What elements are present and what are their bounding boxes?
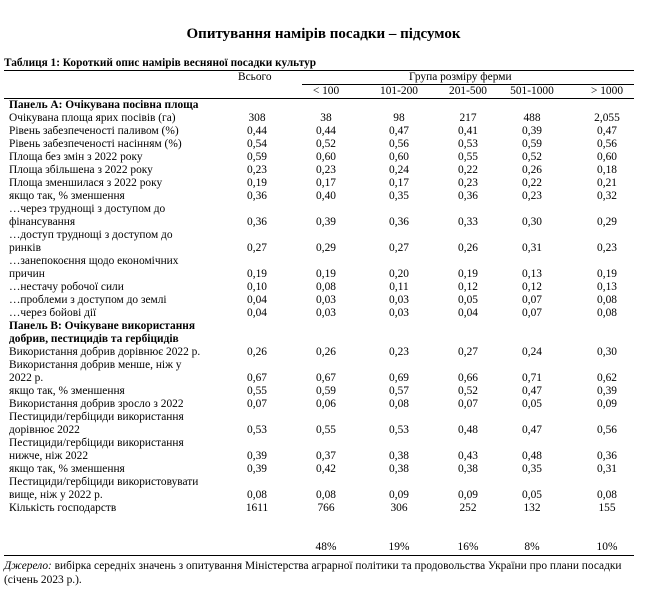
table-cell: 0,41	[458, 125, 478, 137]
table-cell: 0,07	[522, 294, 542, 306]
table-cell: 0,36	[597, 450, 617, 462]
table-cell: 0,12	[522, 281, 542, 293]
table-cell: 0,47	[522, 385, 542, 397]
table-cell: 0,04	[247, 307, 267, 319]
table-cell: 0,37	[316, 450, 336, 462]
table-cell: 0,05	[458, 294, 478, 306]
table-cell: 0,26	[247, 346, 267, 358]
row-label: вище, ніж у 2022 р.	[9, 489, 103, 501]
row-label: Рівень забезпеченості насінням (%)	[9, 138, 182, 150]
table-cell: 0,60	[597, 151, 617, 163]
table-cell: 2,055	[594, 112, 620, 124]
table-cell: 0,19	[247, 268, 267, 280]
row-label: Очікувана площа ярих посівів (га)	[9, 112, 176, 124]
row-label: якщо так, % зменшення	[9, 190, 125, 202]
table-cell: 217	[459, 112, 477, 124]
panel-title: Панель A: Очікувана посівна площа	[9, 99, 199, 111]
row-label: Пестициди/гербіциди використання	[9, 411, 184, 423]
table-cell: 0,59	[247, 151, 267, 163]
table-cell: 0,30	[597, 346, 617, 358]
table-cell: 0,48	[458, 424, 478, 436]
table-cell: 0,23	[522, 190, 542, 202]
table-cell: 0,06	[316, 398, 336, 410]
table-cell: 0,23	[597, 242, 617, 254]
table-cell: 0,43	[458, 450, 478, 462]
table-cell: 0,03	[389, 307, 409, 319]
row-label: нижче, ніж 2022	[9, 450, 89, 462]
table-cell: 0,04	[247, 294, 267, 306]
size-header: 101-200	[380, 85, 418, 97]
top-rule	[4, 70, 634, 71]
share-cell: 10%	[596, 541, 618, 553]
table-cell: 0,29	[597, 216, 617, 228]
row-label: …через труднощі з доступом до	[9, 203, 166, 215]
table-cell: 0,38	[389, 450, 409, 462]
row-label: …занепокоєння щодо економічних	[9, 255, 179, 267]
table-cell: 1611	[245, 502, 269, 514]
row-label: …проблеми з доступом до землі	[9, 294, 167, 306]
row-label: Пестициди/гербіциди використовувати	[9, 476, 199, 488]
table-cell: 0,52	[458, 385, 478, 397]
table-cell: 0,48	[522, 450, 542, 462]
table-cell: 0,69	[389, 372, 409, 384]
table-cell: 0,38	[458, 463, 478, 475]
table-cell: 0,44	[247, 125, 267, 137]
row-label: …доступ труднощі з доступом до	[9, 229, 173, 241]
table-cell: 0,44	[316, 125, 336, 137]
table-cell: 0,13	[522, 268, 542, 280]
table-cell: 0,26	[522, 164, 542, 176]
table-cell: 488	[523, 112, 541, 124]
table-cell: 0,22	[458, 164, 478, 176]
table-cell: 0,31	[597, 463, 617, 475]
table-cell: 132	[523, 502, 541, 514]
table-cell: 0,27	[458, 346, 478, 358]
row-label: …через бойові дії	[9, 307, 97, 319]
table-cell: 0,42	[316, 463, 336, 475]
table-cell: 0,36	[247, 216, 267, 228]
table-cell: 0,10	[247, 281, 267, 293]
table-cell: 0,47	[522, 424, 542, 436]
table-cell: 0,59	[522, 138, 542, 150]
table-cell: 0,19	[247, 177, 267, 189]
row-label: Використання добрив дорівнює 2022 р.	[9, 346, 201, 358]
table-cell: 0,53	[247, 424, 267, 436]
table-cell: 0,03	[389, 294, 409, 306]
row-label: 2022 р.	[9, 372, 44, 384]
table-cell: 0,55	[458, 151, 478, 163]
row-label: Площа збільшена з 2022 року	[9, 164, 153, 176]
share-cell: 19%	[388, 541, 410, 553]
table-cell: 0,26	[458, 242, 478, 254]
table-cell: 0,39	[247, 463, 267, 475]
size-header: < 100	[312, 85, 340, 97]
table-cell: 0,09	[389, 489, 409, 501]
table-cell: 0,23	[458, 177, 478, 189]
table-cell: 0,07	[458, 398, 478, 410]
table-cell: 0,30	[522, 216, 542, 228]
row-label: причин	[9, 268, 45, 280]
table-cell: 0,71	[522, 372, 542, 384]
table-cell: 0,39	[597, 385, 617, 397]
row-label: Використання добрив зросло з 2022	[9, 398, 184, 410]
table-cell: 0,47	[597, 125, 617, 137]
row-label: …нестачу робочої сили	[9, 281, 124, 293]
header-group: Група розміру ферми	[409, 71, 512, 83]
table-cell: 0,24	[522, 346, 542, 358]
table-cell: 0,03	[316, 307, 336, 319]
table-cell: 0,08	[389, 398, 409, 410]
table-cell: 98	[393, 112, 405, 124]
table-cell: 306	[390, 502, 408, 514]
table-cell: 0,27	[389, 242, 409, 254]
row-label: Використання добрив менше, ніж у	[9, 359, 182, 371]
table-cell: 0,53	[389, 424, 409, 436]
table-cell: 0,56	[597, 424, 617, 436]
table-cell: 0,04	[458, 307, 478, 319]
size-header: > 1000	[590, 85, 624, 97]
table-cell: 0,36	[389, 216, 409, 228]
table-cell: 0,13	[597, 281, 617, 293]
table-cell: 0,53	[458, 138, 478, 150]
source-note-label: Джерело:	[4, 560, 52, 572]
table-cell: 0,57	[389, 385, 409, 397]
table-cell: 0,08	[316, 489, 336, 501]
table-cell: 0,66	[458, 372, 478, 384]
table-cell: 0,07	[522, 307, 542, 319]
table-cell: 0,35	[389, 190, 409, 202]
table-cell: 0,60	[389, 151, 409, 163]
table-cell: 0,35	[522, 463, 542, 475]
bottom-rule	[4, 555, 634, 556]
table-cell: 0,60	[316, 151, 336, 163]
table-cell: 0,31	[522, 242, 542, 254]
row-label: якщо так, % зменшення	[9, 463, 125, 475]
source-note-text: вибірка середніх значень з опитування Міністерства аграрної політики та продовольства України про плани посадки (січень 2023 р.).	[4, 560, 622, 586]
table-cell: 0,09	[458, 489, 478, 501]
table-cell: 0,19	[597, 268, 617, 280]
table-cell: 0,38	[389, 463, 409, 475]
table-cell: 0,47	[389, 125, 409, 137]
table-cell: 0,12	[458, 281, 478, 293]
table-cell: 308	[248, 112, 266, 124]
table-cell: 0,26	[316, 346, 336, 358]
table-cell: 0,39	[247, 450, 267, 462]
table-cell: 0,27	[247, 242, 267, 254]
table-cell: 0,67	[316, 372, 336, 384]
size-header: 201-500	[449, 85, 487, 97]
table-cell: 0,67	[247, 372, 267, 384]
table-cell: 0,09	[597, 398, 617, 410]
panel-title: Панель B: Очікуване використання	[9, 320, 196, 332]
table-cell: 0,08	[597, 294, 617, 306]
table-cell: 766	[317, 502, 335, 514]
row-label: Рівень забезпеченості паливом (%)	[9, 125, 179, 137]
table-cell: 0,08	[597, 489, 617, 501]
table-cell: 0,24	[389, 164, 409, 176]
table-cell: 0,40	[316, 190, 336, 202]
table-cell: 0,36	[458, 190, 478, 202]
table-cell: 0,33	[458, 216, 478, 228]
table-cell: 0,52	[316, 138, 336, 150]
size-header: 501-1000	[510, 85, 554, 97]
table-cell: 0,20	[389, 268, 409, 280]
table-cell: 0,55	[316, 424, 336, 436]
table-cell: 0,17	[389, 177, 409, 189]
table-caption: Таблиця 1: Короткий опис намірів весняної посадки культур	[4, 57, 317, 69]
table-cell: 0,55	[247, 385, 267, 397]
source-note	[4, 560, 634, 587]
table-cell: 0,23	[316, 164, 336, 176]
table-cell: 0,39	[316, 216, 336, 228]
table-cell: 38	[320, 112, 332, 124]
table-cell: 0,19	[458, 268, 478, 280]
row-label: дорівнює 2022	[9, 424, 80, 436]
table-cell: 0,56	[389, 138, 409, 150]
table-cell: 0,29	[316, 242, 336, 254]
share-cell: 48%	[315, 541, 337, 553]
row-label: Пестициди/гербіциди використання	[9, 437, 184, 449]
row-label: якщо так, % зменшення	[9, 385, 125, 397]
table-cell: 0,08	[247, 489, 267, 501]
table-cell: 0,36	[247, 190, 267, 202]
table-cell: 0,56	[597, 138, 617, 150]
row-label: фінансування	[9, 216, 76, 228]
table-cell: 0,08	[597, 307, 617, 319]
row-label: Площа зменшилася з 2022 року	[9, 177, 163, 189]
table-cell: 0,17	[316, 177, 336, 189]
table-cell: 0,21	[597, 177, 617, 189]
table-cell: 0,62	[597, 372, 617, 384]
page-title: Опитування намірів посадки – підсумок	[186, 26, 461, 42]
table-cell: 252	[459, 502, 477, 514]
table-cell: 0,18	[597, 164, 617, 176]
table-cell: 0,59	[316, 385, 336, 397]
table-cell: 0,32	[597, 190, 617, 202]
panel-title: добрив, пестицидів та гербіцидів	[9, 333, 179, 345]
table-cell: 0,23	[389, 346, 409, 358]
table-cell: 0,05	[522, 489, 542, 501]
table-cell: 0,52	[522, 151, 542, 163]
table-cell: 155	[598, 502, 616, 514]
row-label: ринків	[9, 242, 41, 254]
table-cell: 0,39	[522, 125, 542, 137]
table-cell: 0,19	[316, 268, 336, 280]
table-cell: 0,05	[522, 398, 542, 410]
table-cell: 0,03	[316, 294, 336, 306]
row-label: Площа без змін з 2022 року	[9, 151, 143, 163]
table-cell: 0,11	[389, 281, 409, 293]
share-cell: 8%	[524, 541, 540, 553]
table-cell: 0,23	[247, 164, 267, 176]
row-label: Кількість господарств	[9, 502, 117, 514]
table-cell: 0,07	[247, 398, 267, 410]
table-cell: 0,08	[316, 281, 336, 293]
table-cell: 0,22	[522, 177, 542, 189]
header-total: Всього	[238, 71, 272, 83]
share-cell: 16%	[457, 541, 479, 553]
table-cell: 0,54	[247, 138, 267, 150]
